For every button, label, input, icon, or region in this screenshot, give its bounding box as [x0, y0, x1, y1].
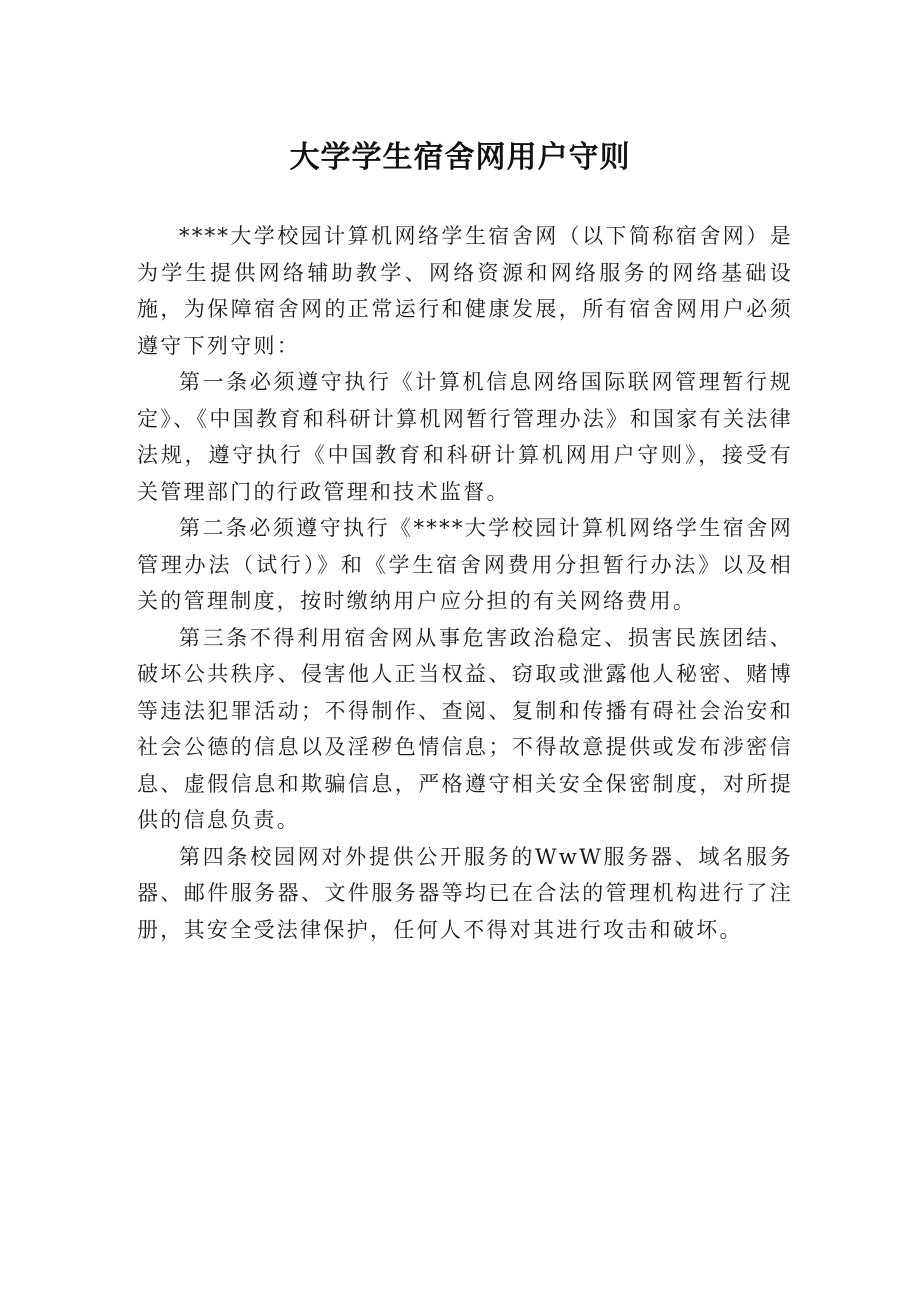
article-4-paragraph: 第四条校园网对外提供公开服务的WwW服务器、域名服务器、邮件服务器、文件服务器等均已在合法的管理机构进行了注册，其安全受法律保护，任何人不得对其进行攻击和破坏。	[137, 844, 793, 942]
article-1-paragraph: 第一条必须遵守执行《计算机信息网络国际联网管理暂行规定》、《中国教育和科研计算机网暂行管理办法》和国家有关法律法规，遵守执行《中国教育和科研计算机网用户守则》，接受有关管理部门的行政管理和技术监督。	[137, 370, 793, 504]
article-3-paragraph: 第三条不得利用宿舍网从事危害政治稳定、损害民族团结、破坏公共秩序、侵害他人正当权益、窃取或泄露他人秘密、赌博等违法犯罪活动；不得制作、查阅、复制和传播有碍社会治安和社会公德的信息以及淫秽色情信息；不得故意提供或发布涉密信息、虚假信息和欺骗信息，严格遵守相关安全保密制度，对所提供的信息负责。	[137, 625, 793, 832]
document-title: 大学学生宿舍网用户守则	[289, 140, 631, 175]
intro-paragraph: ****大学校园计算机网络学生宿舍网（以下简称宿舍网）是为学生提供网络辅助教学、网络资源和网络服务的网络基础设施，为保障宿舍网的正常运行和健康发展，所有宿舍网用户必须遵守下列守则：	[137, 224, 793, 358]
document-body	[137, 218, 793, 948]
article-2-paragraph: 第二条必须遵守执行《****大学校园计算机网络学生宿舍网管理办法（试行）》和《学生宿舍网费用分担暂行办法》以及相关的管理制度，按时缴纳用户应分担的有关网络费用。	[137, 516, 793, 613]
